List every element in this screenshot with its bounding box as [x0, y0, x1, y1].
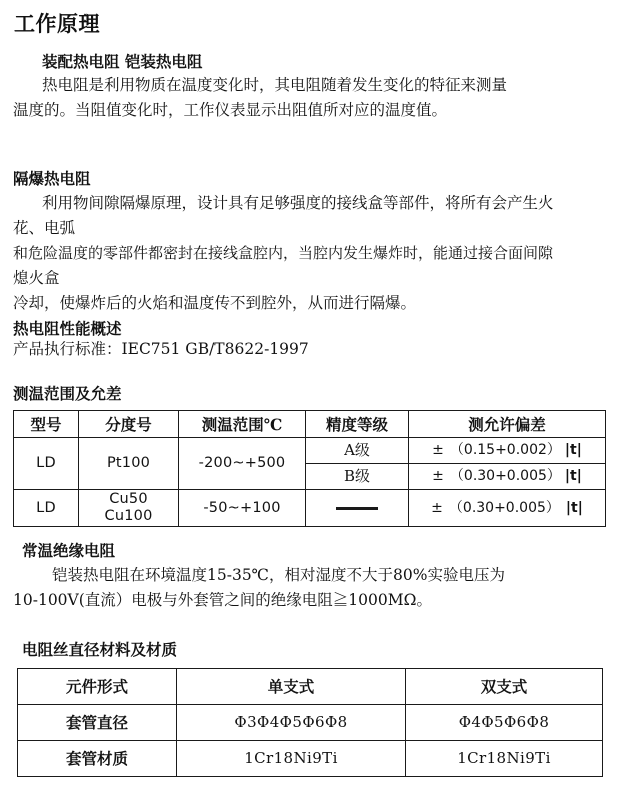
explosion-proof-line-3: 和危险温度的零部件都密封在接线盒腔内，当腔内发生爆炸时，能通过接合面间隙: [13, 244, 554, 262]
tolerance-sign: ±: [432, 442, 444, 458]
wire-material-heading: 电阻丝直径材料及材质: [22, 640, 178, 659]
cell-grade-code: [79, 490, 179, 527]
explosion-proof-line-5: 冷却，使爆炸后的火焰和温度传不到腔外，从而进行隔爆。: [13, 294, 417, 312]
cell-model: LD: [14, 438, 79, 490]
column-header-grade-code: 分度号: [79, 411, 179, 438]
tolerance-expression: （0.15+0.002）: [449, 442, 561, 458]
insulation-line-2: 10-100V(直流）电极与外套管之间的绝缘电阻≧1000MΩ。: [13, 591, 432, 609]
page-title: 工作原理: [14, 13, 100, 36]
tolerance-expression: （0.30+0.005）: [448, 499, 560, 516]
performance-standard: 产品执行标准：IEC751 GB/T8622-1997: [13, 340, 309, 358]
column-header-range: 测温范围℃: [179, 411, 306, 438]
accuracy-class-label: A级: [344, 441, 370, 459]
cell-model: LD: [14, 490, 79, 527]
cell-single-branch-value: 1Cr18Ni9Ti: [177, 741, 406, 777]
explosion-proof-line-2: 花、电弧: [13, 219, 76, 237]
cell-row-label: 套管直径: [18, 705, 177, 741]
column-header-accuracy-class: 精度等级: [306, 411, 409, 438]
performance-heading: 热电阻性能概述: [13, 319, 122, 338]
cell-accuracy-class: [306, 438, 409, 464]
insulation-line-1: 铠装热电阻在环境温度15-35℃，相对湿度不大于80%实验电压为: [52, 566, 505, 584]
cell-tolerance: [409, 438, 606, 464]
grade-code-line-2: Cu100: [104, 508, 153, 524]
table-header-row: [14, 411, 606, 438]
tolerance-variable: |t|: [564, 468, 582, 484]
cell-single-branch-value: Φ3Φ4Φ5Φ6Φ8: [177, 705, 406, 741]
cell-double-branch-value: 1Cr18Ni9Ti: [406, 741, 603, 777]
temp-range-heading: 测温范围及允差: [13, 384, 122, 403]
intro-paragraph-line-2: 温度的。当阻值变化时，工作仪表显示出阻值所对应的温度值。: [13, 101, 448, 119]
column-header-double-branch: 双支式: [406, 669, 603, 705]
explosion-proof-line-4: 熄火盒: [13, 269, 60, 287]
column-header-element-type: 元件形式: [18, 669, 177, 705]
cell-tolerance: [409, 490, 606, 527]
table-row: [14, 490, 606, 527]
table-row: [18, 705, 603, 741]
cell-tolerance: [409, 464, 606, 490]
table-header-row: [18, 669, 603, 705]
grade-code-line-1: Cu50: [109, 491, 148, 507]
intro-subheading: 装配热电阻 铠装热电阻: [42, 52, 203, 71]
tolerance-variable: |t|: [565, 499, 583, 516]
tolerance-expression: （0.30+0.005）: [449, 468, 561, 484]
empty-dash-mark: [336, 507, 378, 510]
column-header-single-branch: 单支式: [177, 669, 406, 705]
explosion-proof-heading: 隔爆热电阻: [13, 169, 91, 188]
explosion-proof-line-1: 利用物间隙隔爆原理，设计具有足够强度的接线盒等部件，将所有会产生火: [42, 194, 554, 212]
accuracy-class-label: B级: [343, 467, 371, 485]
cell-row-label: 套管材质: [18, 741, 177, 777]
temp-range-table: [13, 410, 606, 527]
column-header-tolerance: 测允许偏差: [409, 411, 606, 438]
cell-double-branch-value: Φ4Φ5Φ6Φ8: [406, 705, 603, 741]
tolerance-variable: |t|: [564, 442, 582, 458]
wire-material-table: [17, 668, 603, 777]
insulation-heading: 常温绝缘电阻: [22, 541, 116, 560]
tolerance-sign: ±: [432, 468, 444, 484]
cell-accuracy-class: [306, 490, 409, 527]
intro-paragraph-line-1: 热电阻是利用物质在温度变化时，其电阻随着发生变化的特征来测量: [42, 76, 508, 94]
column-header-model: 型号: [14, 411, 79, 438]
cell-range: -200~+500: [179, 438, 306, 490]
table-row: [18, 741, 603, 777]
cell-accuracy-class: [306, 464, 409, 490]
tolerance-sign: ±: [431, 499, 443, 516]
cell-grade-code: Pt100: [79, 438, 179, 490]
table-row: [14, 438, 606, 464]
cell-range: -50~+100: [179, 490, 306, 527]
